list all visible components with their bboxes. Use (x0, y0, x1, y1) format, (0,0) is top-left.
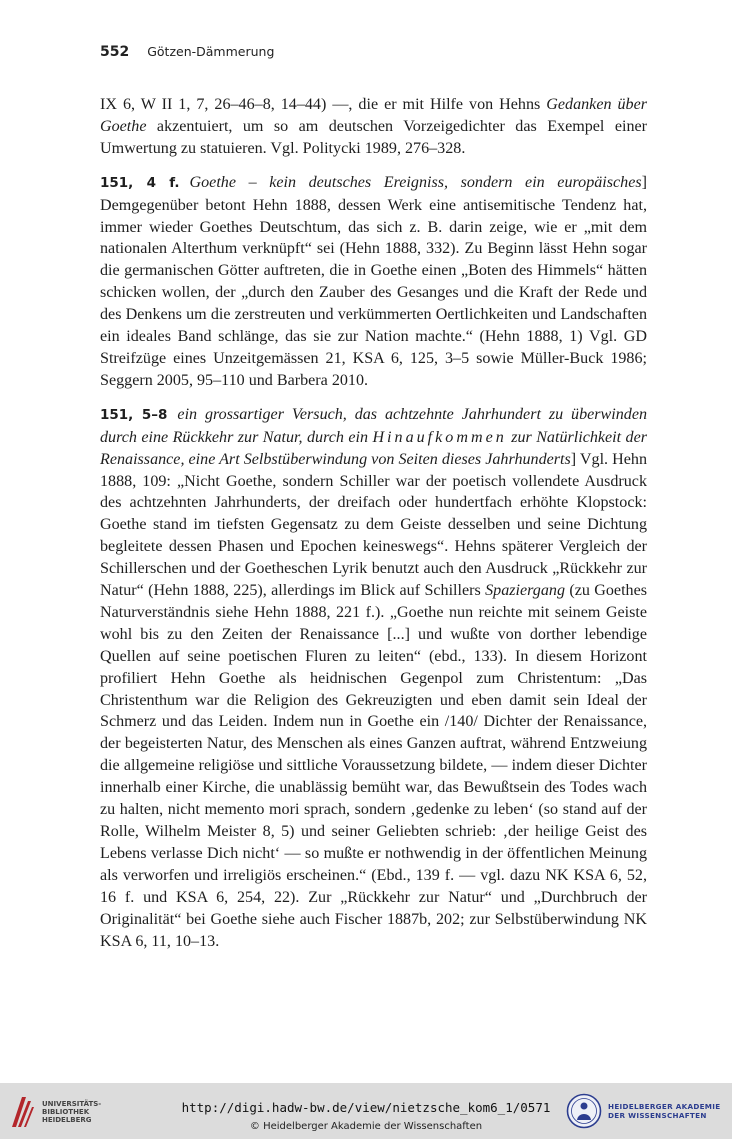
page-number: 552 (100, 44, 130, 60)
commentary-entry-151-4 (100, 172, 647, 392)
book-title: Spaziergang (485, 582, 565, 600)
lemma-part: ein grossartiger Versuch, das achtzehnte Jahrhundert zu überwinden durch eine Rückkehr zur Natur, durch ein (100, 405, 648, 446)
source-url-link[interactable]: http://digi.hadw-bw.de/view/nietzsche_kom6_1/0571 (181, 1100, 551, 1115)
footer-bar (0, 1083, 732, 1139)
entry-body: ] Vgl. Hehn 1888, 109: „Nicht Goethe, sondern Schiller war der poetisch vollendete Ausdruck des achtzehnten Jahrhunderts, der dreifach oder hundertfach erhöhte Klopstock: Goethe stand im tiefsten Gegensatz zu dem Geiste desselben und seine Dichtung begleitete dessen Phasen und Epochen keineswegs“. Hehns späterer Vergleich der Schillerschen und der Goetheschen Lyrik benutzt auch den Ausdruck „Rückkehr zur Natur“ (Hehn 1888, 225), allerdings im Blick auf Schillers (100, 450, 647, 600)
lemma-spaced-word: Hinaufkommen (372, 428, 507, 446)
line-reference: 151, 4 f. (100, 174, 180, 191)
library-name-line: BIBLIOTHEK (42, 1108, 90, 1116)
library-name-line: UNIVERSITÄTS- (42, 1100, 102, 1108)
commentary-text (100, 94, 647, 964)
running-title: Götzen-Dämmerung (147, 44, 275, 59)
paragraph-continuation (100, 94, 647, 160)
line-reference: 151, 5–8 (100, 406, 168, 423)
entry-body: ] Demgegenüber betont Hehn 1888, dessen Werk eine antisemitische Tendenz hat, immer wieder Goethes Deutschtum, das sich z. B. darin zeige, wie er „mit dem nationalen Alterthum verknüpft“ sei (Hehn 1888, 332). Zu Beginn lässt Hehn sogar die germanischen Götter auftreten, die in Goethe einen „Boten des Himmels“ hätten schicken wollen, der „durch den Zauber des Gesanges und die Kraft der Rede und des Denkens um die zerstreuten und verkümmerten Oertlichkeiten und Landschaften ein ideales Band schlänge, das sie zur Nation machte.“ (Hehn 1888, 1) Vgl. GD Streifzüge eines Unzeitgemässen 21, KSA 6, 125, 3–5 sowie Müller-Buck 1986; Seggern 2005, 95–110 und Barbera 2010. (100, 173, 647, 389)
academy-seal-icon (566, 1093, 602, 1129)
library-name-line: HEIDELBERG (42, 1116, 92, 1124)
commentary-entry-151-5 (100, 404, 647, 953)
lemma (100, 406, 647, 468)
academy-name-line: DER WISSENSCHAFTEN (608, 1111, 707, 1120)
copyright-notice: © Heidelberger Akademie der Wissenschaften (249, 1121, 483, 1132)
academy-name (608, 1102, 720, 1120)
text-run: akzentuiert, um so am deutschen Vorzeigedichter das Exempel einer Umwertung zu statuieren. Vgl. Politycki 1989, 276–328. (100, 117, 647, 157)
page-header (100, 44, 274, 60)
entry-body: (zu Goethes Naturverständnis siehe Hehn 1888, 221 f.). „Goethe nun reichte mit seinem Geiste wohl bis zu den Zeiten der Renaissance [...] und wußte von dorther lebendige Quellen auf seine poetischen Fluren zu leiten“ (ebd., 133). In diesem Horizont profiliert Hehn Goethe als heidnischen Gegenpol zum Christentum: „Das Christenthum war die Religion des Gekreuzigten und eben damit sein Ideal der Schmerz und das Leiden. Indem nun in Goethe ein /140/ Dichter der Renaissance, der begeisterten Natur, des Menschen als eines Ganzen auftrat, während Entzweiung die allgemeine religiöse und sittliche Voraussetzung bildete, — indem dieser Dichter innerhalb einer Kirche, die unablässig bemüht war, das Bewußtsein des Todes wach zu halten, nicht memento mori sprach, sondern ‚gedenke zu leben‘ (so stand auf der Rolle, Wilhelm Meister 8, 5) und seiner Geliebten schrieb: ‚der heilige Geist des Lebens verlasse Dich nicht‘ — so mußte er nothwendig in der öffentlichen Meinung als verworfen und irreligiös erscheinen.“ (Ebd., 139 f. — vgl. dazu NK KSA 6, 52, 16 f. und KSA 6, 254, 22). Zur „Rückkehr zur Natur“ und „Durchbruch der Originalität“ bei Goethe siehe auch Fischer 1887b, 202; zur Selbstüberwindung NK KSA 6, 11, 10–13. (100, 582, 647, 950)
lemma-part: zur Natürlichkeit der Renaissance, eine Art Selbstüberwindung von Seiten dieses Jahrhunderts (100, 428, 647, 468)
text-run: IX 6, W II 1, 7, 26–46–8, 14–44) —, die er mit Hilfe von Hehns (100, 96, 547, 113)
academy-name-line: HEIDELBERGER AKADEMIE (608, 1102, 721, 1111)
book-title: Gedanken über Goethe (100, 96, 648, 135)
lemma: Goethe – kein deutsches Ereigniss, sondern ein europäisches (189, 173, 642, 191)
